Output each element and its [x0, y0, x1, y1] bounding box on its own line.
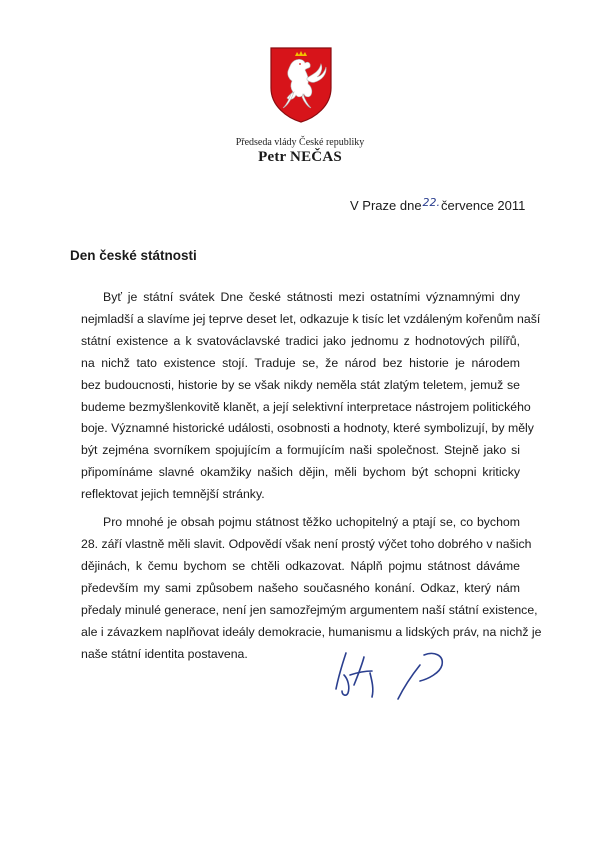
- body-line: státní existence a k svatováclavské tradici jako jednomu z hodnotových pilířů,: [81, 333, 520, 348]
- body-line: budeme bezmyšlenkovitě klanět, a její selektivní interpretace nástrojem politického: [81, 399, 531, 414]
- dateline-suffix: července 2011: [441, 198, 526, 213]
- body-line: především my sami způsobem našeho současného konání. Odkaz, který nám: [81, 580, 520, 595]
- body-line: být zejména svorníkem spojujícím a formujícím naši společnost. Stejně jako si: [81, 443, 520, 458]
- handwritten-signature: [324, 645, 474, 705]
- body-line: nejmladší a slavíme jej teprve deset let, odkazuje k tisíc let vzdáleným kořenům naší: [81, 311, 541, 326]
- paragraph-2: [81, 512, 542, 665]
- dateline: [350, 198, 525, 213]
- dateline-prefix: V Praze dne: [350, 198, 422, 213]
- body-line: na nichž tato existence stojí. Traduje se, že národ bez historie je národem: [81, 355, 520, 370]
- body-line: naše státní identita postavena.: [81, 646, 248, 661]
- body-line: ale i závazkem naplňovat ideály demokracie, humanismu a lidských práv, na nichž je: [81, 624, 542, 639]
- body-line: boje. Významné historické události, osobnosti a hodnoty, které symbolizují, by měly: [81, 421, 534, 436]
- body-line: bez budoucnosti, historie by se však nikdy neměla stát zlatým teletem, jemuž se: [81, 377, 520, 392]
- office-title: Předseda vlády České republiky: [235, 137, 365, 148]
- body-line: předaly minulé generace, není jen samozřejmým argumentem naší státní existence,: [81, 602, 538, 617]
- body-line: reflektovat jejich temnější stránky.: [81, 487, 265, 502]
- dateline-day: 22.: [422, 196, 441, 209]
- body-line: Byť je státní svátek Dne české státnosti mezi ostatními významnými dny: [103, 290, 520, 304]
- body-line: dějinách, k čemu bychom se chtěli odkazovat. Náplň pojmu státnost dáváme: [81, 558, 520, 573]
- author-name: Petr NEČAS: [258, 149, 342, 165]
- body-line: Pro mnohé je obsah pojmu státnost těžko uchopitelný a ptají se, co bychom: [103, 515, 520, 530]
- body-line: 28. září vlastně měli slavit. Odpovědí však není prostý výčet toho dobrého v našich: [81, 536, 532, 551]
- body-line: připomínáme slavné okamžiky našich dějin, měli bychom být schopni kriticky: [81, 465, 520, 480]
- paragraph-1: [81, 287, 541, 506]
- letter-body: [81, 287, 542, 665]
- coat-of-arms-icon: [267, 44, 335, 124]
- letter-title: Den české státnosti: [70, 248, 197, 263]
